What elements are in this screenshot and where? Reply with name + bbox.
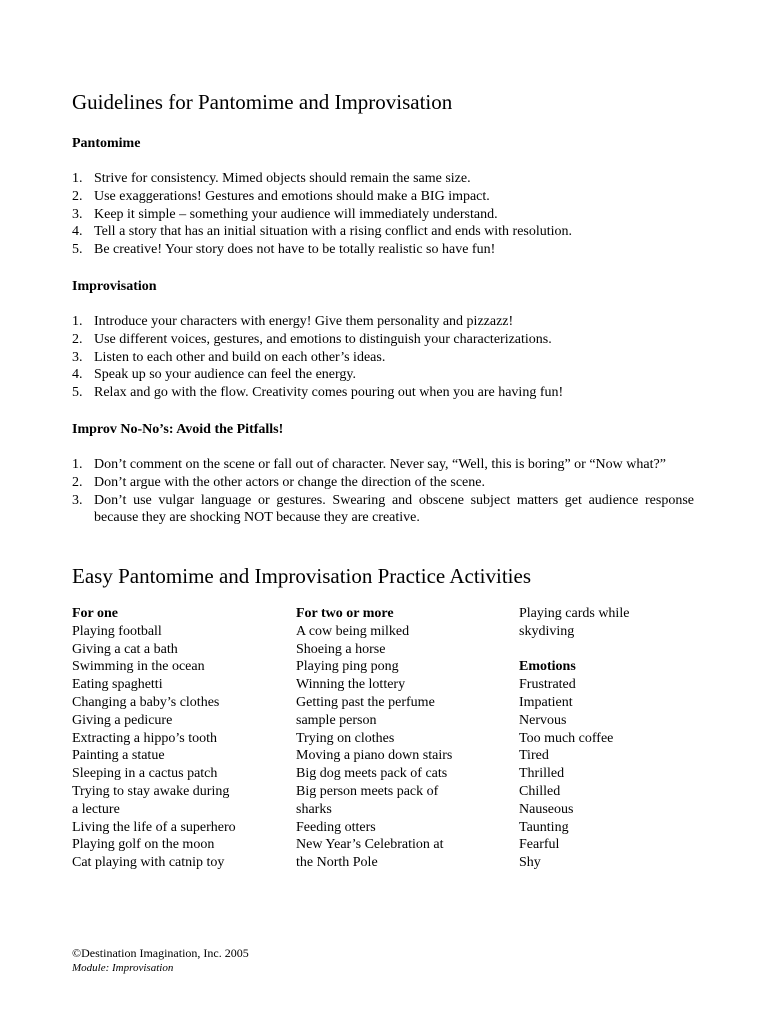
page-footer <box>72 946 249 975</box>
list-item: Giving a pedicure <box>72 712 173 728</box>
third-column <box>519 605 629 872</box>
list-item: sample person <box>296 712 377 728</box>
list-item: Feeding otters <box>296 819 376 835</box>
list-item: 1. Strive for consistency. Mimed objects should remain the same size. <box>72 171 471 186</box>
list-item: a lecture <box>72 801 120 817</box>
pantomime-heading: Pantomime <box>72 136 141 151</box>
list-item: 5. Be creative! Your story does not have to be totally realistic so have fun! <box>72 242 496 258</box>
list-item: Playing golf on the moon <box>72 837 215 853</box>
for-one-column <box>72 605 236 872</box>
list-item: the North Pole <box>296 855 378 871</box>
for-two-column <box>296 605 452 872</box>
improvisation-list <box>72 313 697 402</box>
list-item: Playing football <box>72 623 162 639</box>
list-item: Painting a statue <box>72 748 165 764</box>
list-item: Fearful <box>519 837 560 853</box>
list-item: 4. Tell a story that has an initial situation with a rising conflict and ends with resolution. <box>72 224 573 240</box>
list-item: Swimming in the ocean <box>72 659 205 675</box>
activities-title: Easy Pantomime and Improvisation Practice Activities <box>72 564 531 588</box>
list-item: Changing a baby’s clothes <box>72 694 220 710</box>
list-item: Winning the lottery <box>296 677 406 693</box>
list-item: 3. Keep it simple – something your audience will immediately understand. <box>72 206 498 222</box>
list-item: Big person meets pack of <box>296 783 439 799</box>
list-item: 1. Don’t comment on the scene or fall out of character. Never say, “Well, this is boring” or “Now what?” <box>72 457 666 472</box>
no-nos-list <box>72 456 694 527</box>
list-item: Shoeing a horse <box>296 641 386 657</box>
list-item: Nauseous <box>519 801 574 817</box>
list-item: skydiving <box>519 623 575 639</box>
list-item: Sleeping in a cactus patch <box>72 766 218 782</box>
pantomime-list <box>72 170 697 259</box>
page-title: Guidelines for Pantomime and Improvisation <box>72 90 453 114</box>
list-item: Chilled <box>519 783 561 799</box>
for-one-heading: For one <box>72 606 119 621</box>
list-item: Moving a piano down stairs <box>296 748 453 764</box>
list-item: 2. Use exaggerations! Gestures and emotions should make a BIG impact. <box>72 188 490 204</box>
list-item: Frustrated <box>519 677 576 693</box>
list-item: Eating spaghetti <box>72 677 163 693</box>
list-item: Taunting <box>519 819 569 835</box>
improvisation-heading: Improvisation <box>72 279 157 294</box>
list-item: Trying on clothes <box>296 730 395 746</box>
list-item: A cow being milked <box>296 623 410 639</box>
list-item: New Year’s Celebration at <box>296 837 444 853</box>
list-item: Playing cards while <box>519 606 630 621</box>
list-item: Giving a cat a bath <box>72 641 178 657</box>
list-item: Tired <box>519 748 549 764</box>
list-item: 3. Listen to each other and build on each other’s ideas. <box>72 349 386 365</box>
list-item: Trying to stay awake during <box>72 783 230 799</box>
list-item: 2. Use different voices, gestures, and emotions to distinguish your characterizations. <box>72 331 552 347</box>
module-label: Module: Improvisation <box>72 962 174 974</box>
list-item: Impatient <box>519 694 573 710</box>
list-item: 1. Introduce your characters with energy! Give them personality and pizzazz! <box>72 314 514 329</box>
list-item: Living the life of a superhero <box>72 819 236 835</box>
list-item: 4. Speak up so your audience can feel the energy. <box>72 367 357 383</box>
copyright-text: ©Destination Imagination, Inc. 2005 <box>72 946 249 960</box>
list-item: 2. Don’t argue with the other actors or change the direction of the scene. <box>72 474 485 490</box>
list-item: Extracting a hippo’s tooth <box>72 730 218 746</box>
no-nos-heading: Improv No-No’s: Avoid the Pitfalls! <box>72 422 284 437</box>
list-item: sharks <box>296 801 332 817</box>
list-item: Big dog meets pack of cats <box>296 766 448 782</box>
spacer <box>519 641 629 659</box>
list-item: Nervous <box>519 712 567 728</box>
emotions-heading: Emotions <box>519 659 576 675</box>
list-item: Cat playing with catnip toy <box>72 855 225 871</box>
list-item: 5. Relax and go with the flow. Creativity comes pouring out when you are having fun! <box>72 385 564 401</box>
list-item: Too much coffee <box>519 730 614 746</box>
list-item: 3. Don’t use vulgar language or gestures. Swearing and obscene subject matters get audience response because they are shocking NOT because they are creative. <box>72 492 694 526</box>
list-item: Getting past the perfume <box>296 694 435 710</box>
list-item: Shy <box>519 855 541 871</box>
list-item: Playing ping pong <box>296 659 399 675</box>
list-item: Thrilled <box>519 766 565 782</box>
for-two-heading: For two or more <box>296 606 394 621</box>
